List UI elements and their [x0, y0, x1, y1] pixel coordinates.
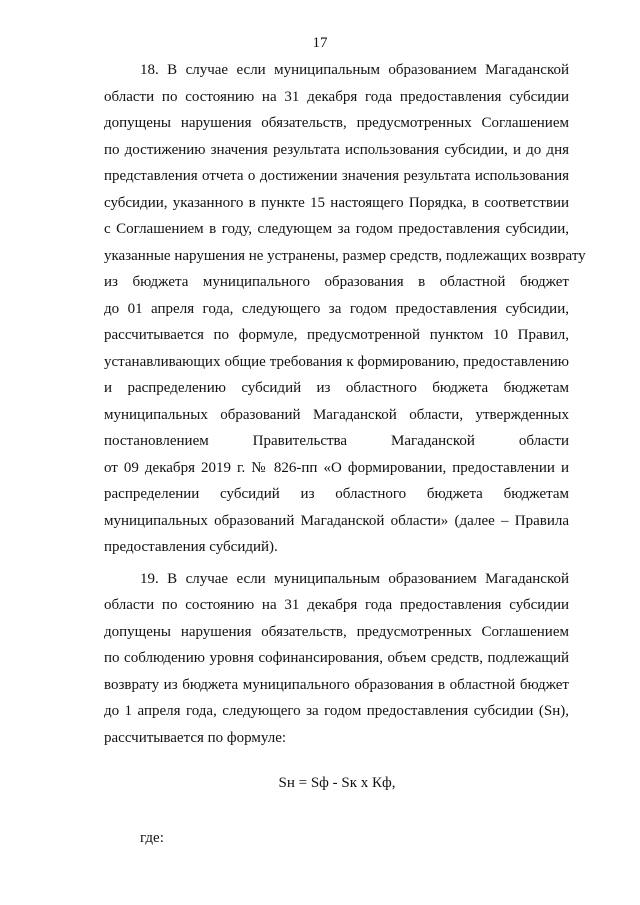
text-line: 18. В случае если муниципальным образованием Магаданской: [140, 62, 569, 78]
text-line: и распределению субсидий из областного бюджета бюджетам: [104, 380, 569, 396]
text-line: от 09 декабря 2019 г. № 826-пп «О формировании, предоставлении и: [104, 459, 569, 476]
page-number: 17: [312, 35, 328, 51]
text-line: муниципальных образований Магаданской области, утвержденных: [104, 406, 569, 423]
text-line: устанавливающих общие требования к формированию, предоставлению: [104, 353, 569, 370]
text-line: рассчитывается по формуле, предусмотренной пунктом 10 Правил,: [104, 327, 569, 343]
text-line: допущены нарушения обязательств, предусмотренных Соглашением: [104, 623, 569, 640]
text-line: до 1 апреля года, следующего за годом предоставления субсидии (Sн),: [104, 703, 569, 719]
text-line: представления отчета о достижении значения результата использования: [104, 168, 569, 184]
text-line: рассчитывается по формуле:: [104, 729, 287, 746]
text-line: муниципальных образований Магаданской области» (далее – Правила: [104, 512, 569, 529]
text-line: до 01 апреля года, следующего за годом предоставления субсидии,: [104, 300, 569, 317]
text-line: области по состоянию на 31 декабря года предоставления субсидии: [104, 88, 569, 105]
text-line: предоставления субсидий).: [104, 539, 278, 555]
text-line: возврату из бюджета муниципального образования в областной бюджет: [104, 676, 569, 693]
text-line: постановлением Правительства Магаданской области: [104, 433, 569, 449]
text-line: области по состоянию на 31 декабря года предоставления субсидии: [104, 597, 569, 613]
where-label: где:: [140, 830, 164, 846]
text-line: с Соглашением в году, следующем за годом предоставления субсидии,: [104, 221, 569, 237]
text-line: по достижению значения результата использования субсидии, и до дня: [104, 141, 569, 158]
paragraph-19: [104, 566, 569, 752]
text-line: 19. В случае если муниципальным образованием Магаданской: [140, 570, 569, 587]
text-line: из бюджета муниципального образования в областной бюджет: [104, 274, 569, 290]
document-body: [104, 57, 586, 751]
text-line: распределении субсидий из областного бюджета бюджетам: [104, 486, 569, 502]
text-line: допущены нарушения обязательств, предусмотренных Соглашением: [104, 115, 569, 131]
text-line: субсидии, указанного в пункте 15 настоящего Порядка, в соответствии: [104, 194, 569, 211]
text-line: по соблюдению уровня софинансирования, объем средств, подлежащий: [104, 650, 569, 666]
formula: Sн = Sф - Sк х Кф,: [278, 775, 396, 791]
text-line: указанные нарушения не устранены, размер средств, подлежащих возврату: [104, 247, 586, 264]
paragraph-18: [104, 57, 586, 561]
